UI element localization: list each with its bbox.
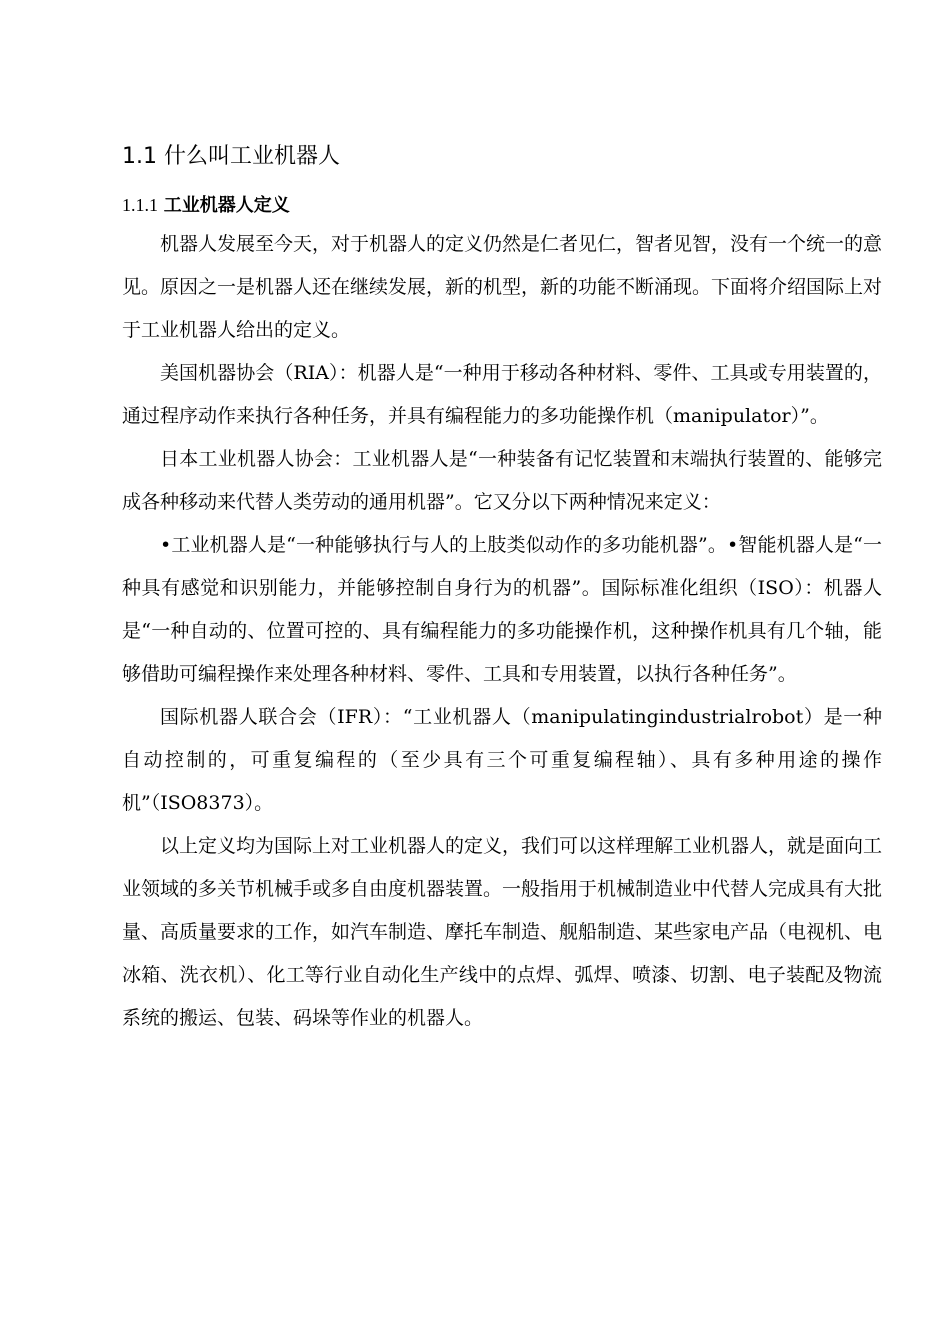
subsection-number: 1.1.1 <box>122 195 158 215</box>
paragraph-ria-definition: 美国机器协会（RIA）：机器人是“一种用于移动各种材料、零件、工具或专用装置的，通过程序动作来执行各种任务，并具有编程能力的多功能操作机（manipulator）”。 <box>122 362 882 427</box>
subsection-heading <box>122 190 882 221</box>
document-page <box>122 140 882 1040</box>
paragraph-iso-definition: •工业机器人是“一种能够执行与人的上肢类似动作的多功能机器”。•智能机器人是“一种具有感觉和识别能力，并能够控制自身行为的机器”。国际标准化组织（ISO）：机器人是“一种自动的、位置可控的、具有编程能力的多功能操作机，这种操作机具有几个轴，能够借助可编程操作来处理各种材料、零件、工具和专用装置，以执行各种任务”。 <box>122 534 882 685</box>
paragraph-ifr-definition: 国际机器人联合会（IFR）：“工业机器人（manipulatingindustrialrobot）是一种自动控制的，可重复编程的（至少具有三个可重复编程轴）、具有多种用途的操作机”（ISO8373）。 <box>122 706 882 814</box>
paragraph-japan-definition: 日本工业机器人协会：工业机器人是“一种装备有记忆装置和末端执行装置的、能够完成各种移动来代替人类劳动的通用机器”。它又分以下两种情况来定义： <box>122 448 882 513</box>
paragraph-intro: 机器人发展至今天，对于机器人的定义仍然是仁者见仁，智者见智，没有一个统一的意见。原因之一是机器人还在继续发展，新的机型，新的功能不断涌现。下面将介绍国际上对于工业机器人给出的定义。 <box>122 233 883 341</box>
subsection-title: 工业机器人定义 <box>163 195 290 216</box>
section-heading: 1.1 什么叫工业机器人 <box>122 144 340 169</box>
paragraph-summary: 以上定义均为国际上对工业机器人的定义，我们可以这样理解工业机器人，就是面向工业领域的多关节机械手或多自由度机器装置。一般指用于机械制造业中代替人完成具有大批量、高质量要求的工作，如汽车制造、摩托车制造、舰船制造、某些家电产品（电视机、电冰箱、洗衣机）、化工等行业自动化生产线中的点焊、弧焊、喷漆、切割、电子装配及物流系统的搬运、包装、码垛等作业的机器人。 <box>122 835 883 1029</box>
